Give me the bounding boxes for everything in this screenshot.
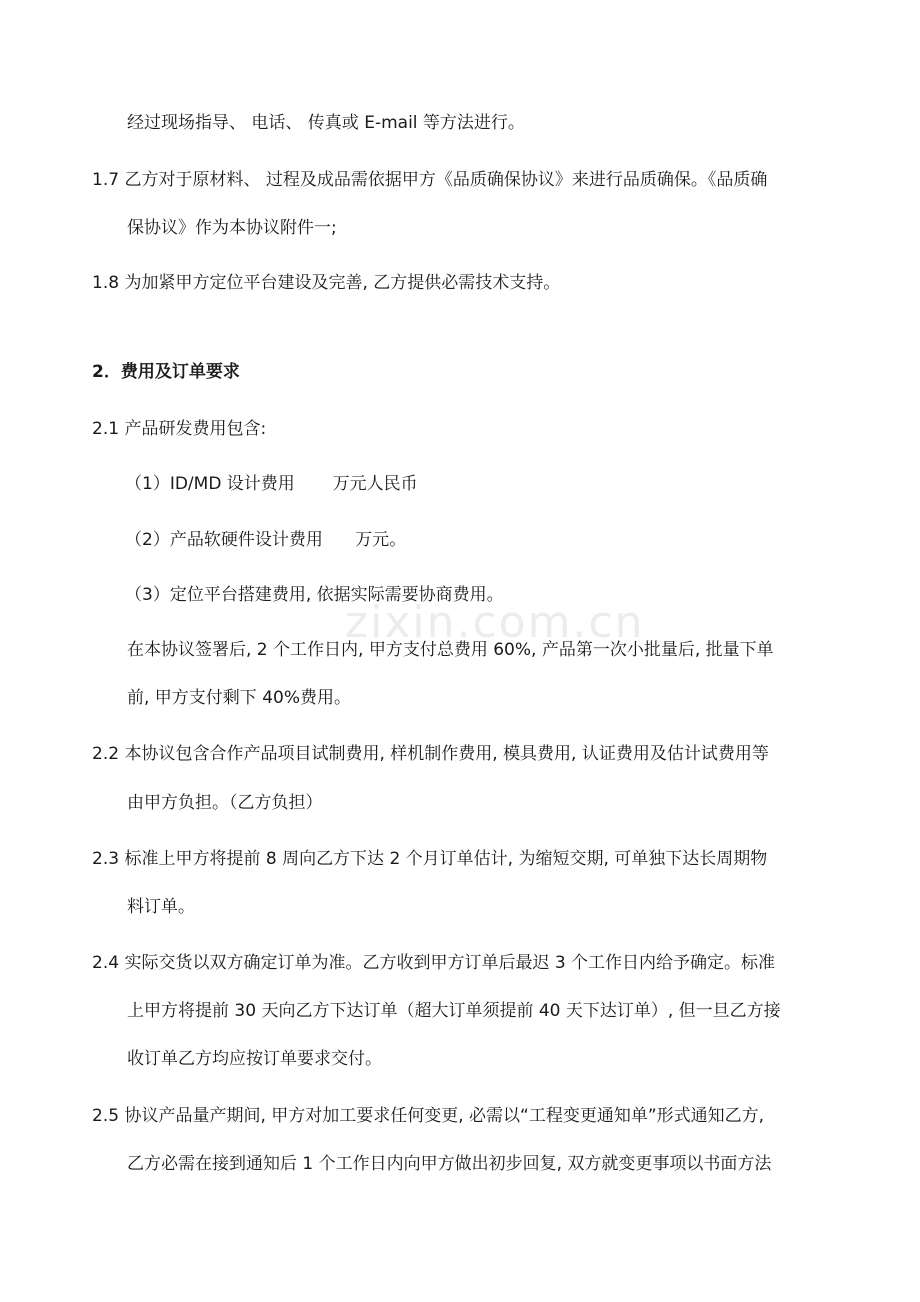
section-2-heading: 2．费用及订单要求 [92,362,240,382]
fee-item-3: （3）定位平台搭建费用, 依据实际需要协商费用。 [125,585,504,605]
clause-1-8: 1.8 为加紧甲方定位平台建设及完善, 乙方提供必需技术支持。 [92,273,561,293]
clause-2-4-line-3: 收订单乙方均应按订单要求交付。 [127,1049,382,1069]
watermark-text: zixin.com.cn [345,597,645,648]
clause-2-3-line-1: 2.3 标准上甲方将提前 8 周向乙方下达 2 个月订单估计, 为缩短交期, 可单独下达长周期物 [92,849,768,869]
clause-2-1: 2.1 产品研发费用包含: [92,419,267,439]
clause-2-5-line-1: 2.5 协议产品量产期间, 甲方对加工要求任何变更, 必需以“工程变更通知单”形式通知乙方, [92,1106,765,1126]
clause-2-4-line-1: 2.4 实际交货以双方确定订单为准。乙方收到甲方订单后最迟 3 个工作日内给予确定。标准 [92,953,776,973]
clause-2-3-line-2: 料订单。 [127,897,195,917]
fee-item-1: （1）ID/MD 设计费用 万元人民币 [125,474,418,494]
clause-2-5-line-2: 乙方必需在接到通知后 1 个工作日内向甲方做出初步回复, 双方就变更事项以书面方法 [127,1154,772,1174]
paragraph-line: 经过现场指导、 电话、 传真或 E-mail 等方法进行。 [127,113,525,133]
clause-2-2-line-2: 由甲方负担。（乙方负担） [127,793,323,813]
fee-item-2: （2）产品软硬件设计费用 万元。 [125,530,407,550]
clause-2-2-line-1: 2.2 本协议包含合作产品项目试制费用, 样机制作费用, 模具费用, 认证费用及估计试费用等 [92,744,769,764]
payment-terms-line-1: 在本协议签署后, 2 个工作日内, 甲方支付总费用 60%, 产品第一次小批量后, 批量下单 [127,640,774,660]
clause-1-7-line-2: 保协议》作为本协议附件一; [127,218,337,238]
clause-1-7-line-1: 1.7 乙方对于原材料、 过程及成品需依据甲方《品质确保协议》来进行品质确保。《品质确 [92,170,768,190]
clause-2-4-line-2: 上甲方将提前 30 天向乙方下达订单（超大订单须提前 40 天下达订单）, 但一旦乙方接 [127,1001,781,1021]
payment-terms-line-2: 前, 甲方支付剩下 40%费用。 [127,688,351,708]
